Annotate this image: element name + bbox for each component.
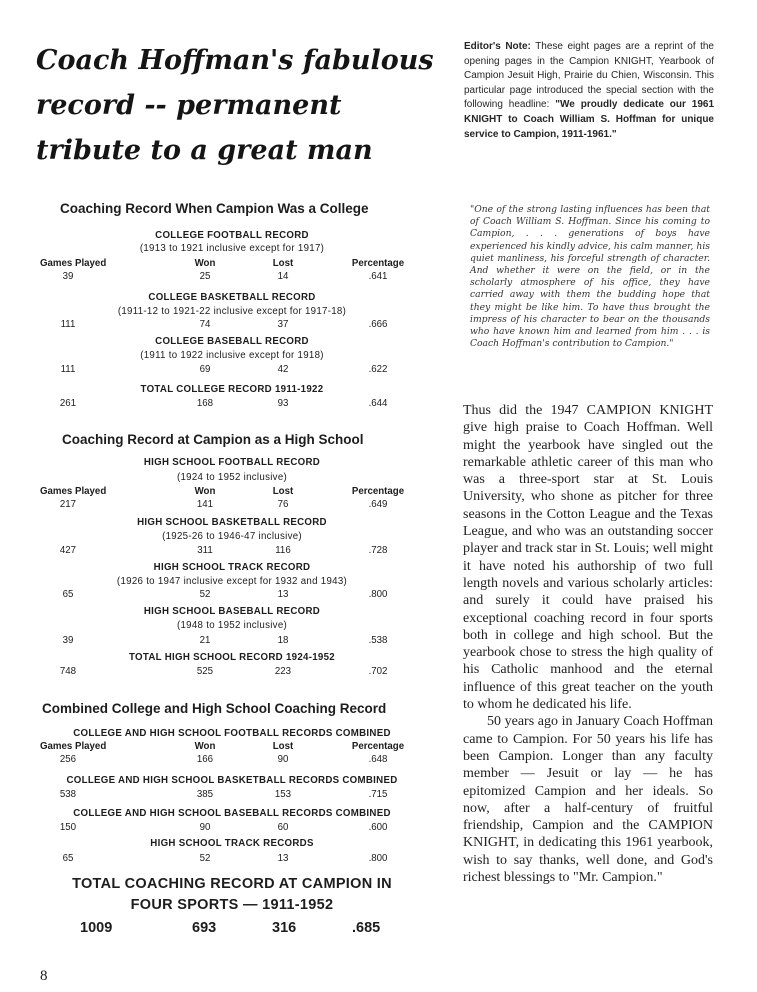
lost-header: Lost xyxy=(272,486,294,497)
lost-cell: 42 xyxy=(277,364,289,375)
college-baseball-row xyxy=(40,364,424,377)
games-played-header: Games Played xyxy=(40,258,107,269)
hs-baseball-row xyxy=(40,635,424,648)
combined-football-title: COLLEGE AND HIGH SCHOOL FOOTBALL RECORDS COMBINED xyxy=(73,728,391,739)
lost-cell: 14 xyxy=(277,271,289,282)
games-played-cell: 256 xyxy=(59,754,77,765)
grand-total-title-line-2: FOUR SPORTS — 1911-1952 xyxy=(130,897,334,913)
hs-track-title: HIGH SCHOOL TRACK RECORD xyxy=(153,562,311,573)
percentage-cell: .641 xyxy=(368,271,388,282)
games-played-cell: 65 xyxy=(62,589,74,600)
college-baseball-note: (1911 to 1922 inclusive except for 1918) xyxy=(140,350,324,361)
editor-note xyxy=(464,40,714,142)
games-played-header: Games Played xyxy=(40,741,107,752)
combined-section-title: Combined College and High School Coaching Record xyxy=(42,701,387,716)
lost-cell: 13 xyxy=(277,853,289,864)
percentage-cell: .538 xyxy=(368,635,388,646)
won-cell: 693 xyxy=(192,920,217,936)
hs-football-title: HIGH SCHOOL FOOTBALL RECORD xyxy=(143,457,321,468)
combined-track-row xyxy=(40,853,424,866)
college-football-note: (1913 to 1921 inclusive except for 1917) xyxy=(139,243,325,254)
games-played-cell: 427 xyxy=(59,545,77,556)
percentage-cell: .666 xyxy=(368,319,388,330)
headline-line-3: tribute to a great man xyxy=(36,135,373,166)
article-body xyxy=(463,402,713,886)
percentage-cell: .800 xyxy=(368,589,388,600)
college-football-title: COLLEGE FOOTBALL RECORD xyxy=(155,230,309,241)
page-number: 8 xyxy=(40,968,48,984)
percentage-header: Percentage xyxy=(351,258,405,269)
editor-note-label: Editor's Note: xyxy=(464,41,531,52)
won-header: Won xyxy=(194,258,216,269)
won-cell: 90 xyxy=(199,822,211,833)
percentage-header: Percentage xyxy=(351,741,405,752)
combined-football-row xyxy=(40,754,424,767)
lost-cell: 13 xyxy=(277,589,289,600)
college-total-title: TOTAL COLLEGE RECORD 1911-1922 xyxy=(140,384,324,395)
won-cell: 141 xyxy=(196,499,214,510)
headline xyxy=(36,38,434,173)
percentage-cell: .648 xyxy=(368,754,388,765)
hs-track-note: (1926 to 1947 inclusive except for 1932 and 1943) xyxy=(116,576,348,587)
games-played-cell: 217 xyxy=(59,499,77,510)
games-played-header: Games Played xyxy=(40,486,107,497)
lost-cell: 223 xyxy=(274,666,292,677)
won-cell: 52 xyxy=(199,589,211,600)
won-header: Won xyxy=(194,486,216,497)
percentage-cell: .715 xyxy=(368,789,388,800)
college-section-title: Coaching Record When Campion Was a College xyxy=(60,201,369,216)
hs-baseball-note: (1948 to 1952 inclusive) xyxy=(176,620,288,631)
editor-note-quote: "We proudly dedicate our 1961 KNIGHT to Coach William S. Hoffman for unique service to Campion, 1911-1961." xyxy=(464,99,715,140)
hs-basketball-row xyxy=(40,545,424,558)
percentage-cell: .622 xyxy=(368,364,388,375)
games-played-cell: 39 xyxy=(62,271,74,282)
won-cell: 52 xyxy=(199,853,211,864)
won-cell: 168 xyxy=(196,398,214,409)
high-school-section-title: Coaching Record at Campion as a High School xyxy=(62,432,364,447)
percentage-cell: .644 xyxy=(368,398,388,409)
games-played-cell: 538 xyxy=(59,789,77,800)
lost-cell: 76 xyxy=(277,499,289,510)
lost-cell: 18 xyxy=(277,635,289,646)
college-basketball-note: (1911-12 to 1921-22 inclusive except for 1917-18) xyxy=(117,306,347,317)
games-played-cell: 111 xyxy=(60,319,76,330)
combined-track-title: HIGH SCHOOL TRACK RECORDS xyxy=(150,838,314,849)
hs-header-row xyxy=(40,486,424,499)
won-cell: 385 xyxy=(196,789,214,800)
editor-note-text: These eight pages are a reprint of the opening pages in the Campion KNIGHT, Yearbook of Campion Jesuit High, Prairie du Chien, Wisconsin. This particular page introduced the special section with the following headline: xyxy=(464,41,714,111)
combined-baseball-title: COLLEGE AND HIGH SCHOOL BASEBALL RECORDS COMBINED xyxy=(73,808,391,819)
college-football-row xyxy=(40,271,424,284)
won-cell: 311 xyxy=(197,545,213,556)
games-played-cell: 111 xyxy=(60,364,76,375)
lost-header: Lost xyxy=(272,741,294,752)
percentage-header: Percentage xyxy=(351,486,405,497)
combined-basketball-row xyxy=(40,789,424,802)
games-played-cell: 65 xyxy=(62,853,74,864)
hs-total-title: TOTAL HIGH SCHOOL RECORD 1924-1952 xyxy=(129,652,335,663)
combined-header-row xyxy=(40,741,424,754)
college-basketball-row xyxy=(40,319,424,332)
percentage-cell: .600 xyxy=(368,822,388,833)
lost-cell: 37 xyxy=(277,319,289,330)
article-paragraph: Thus did the 1947 CAMPION KNIGHT give high praise to Coach Hoffman. Well might the yearbook have singled out the remarkable athletic career of this man who was a three-sport star at St. Louis University, who shone as pitcher for three seasons in the Cotton League and the Texas League, and who was an outstanding soccer player and track star in St. Louis; well might it have noted his authorship of two full length novels and various scholarly articles: and surely it could have praised his exceptional coaching record in four sports both in college and high school. But the yearbook chose to stress the high quality of his Catholic manhood and the eternal influence of this great teacher on the youth to whom he dedicated his life. xyxy=(463,403,714,713)
yearbook-quote: "One of the strong lasting influences has been that of Coach William S. Hoffman. Since his coming to Campion, . . . generations of boys have experienced his kindly advice, his calm manner, his quiet manliness, his forceful strength of character. And whether it were on the field, or in the scholarly atmosphere of his office, they have carried away with them the budding hope that they might be like him. To have thus brought the impress of his character to bear on the thousands who have known him and learned from him . . . is Coach Hoffman's contribution to Campion." xyxy=(470,204,710,350)
hs-football-note: (1924 to 1952 inclusive) xyxy=(176,472,288,483)
won-cell: 525 xyxy=(196,666,214,677)
percentage-cell: .649 xyxy=(368,499,388,510)
won-cell: 69 xyxy=(199,364,211,375)
lost-cell: 316 xyxy=(272,920,297,936)
lost-cell: 93 xyxy=(277,398,289,409)
won-cell: 74 xyxy=(199,319,211,330)
headline-line-1: Coach Hoffman's fabulous xyxy=(36,45,434,76)
percentage-cell: .685 xyxy=(352,920,381,936)
headline-line-2: record -- permanent xyxy=(36,90,342,121)
grand-total-row xyxy=(40,920,424,938)
percentage-cell: .728 xyxy=(368,545,388,556)
grand-total-title-line-1: TOTAL COACHING RECORD AT CAMPION IN xyxy=(72,876,392,892)
won-cell: 21 xyxy=(199,635,211,646)
college-basketball-title: COLLEGE BASKETBALL RECORD xyxy=(148,292,316,303)
lost-cell: 116 xyxy=(275,545,291,556)
won-cell: 166 xyxy=(196,754,214,765)
games-played-cell: 1009 xyxy=(80,920,113,936)
games-played-cell: 150 xyxy=(59,822,77,833)
college-total-row xyxy=(40,398,424,411)
lost-cell: 153 xyxy=(274,789,292,800)
lost-cell: 60 xyxy=(277,822,289,833)
article-paragraph: 50 years ago in January Coach Hoffman came to Campion. For 50 years his life has been Campion. Longer than any faculty member — Jesuit or lay — he has epitomized Campion and her ideals. So now, after a half-century of fruitful friendship, Campion and the CAMPION KNIGHT, in dedicating this 1961 yearbook, wish to say thanks, well done, and God's richest blessings to "Mr. Campion." xyxy=(463,714,713,886)
college-header-row xyxy=(40,258,424,271)
combined-baseball-row xyxy=(40,822,424,835)
hs-track-row xyxy=(40,589,424,602)
hs-baseball-title: HIGH SCHOOL BASEBALL RECORD xyxy=(143,606,321,617)
won-cell: 25 xyxy=(199,271,211,282)
percentage-cell: .800 xyxy=(368,853,388,864)
hs-basketball-note: (1925-26 to 1946-47 inclusive) xyxy=(162,531,302,542)
games-played-cell: 261 xyxy=(59,398,77,409)
hs-total-row xyxy=(40,666,424,679)
games-played-cell: 748 xyxy=(59,666,77,677)
lost-cell: 90 xyxy=(277,754,289,765)
won-header: Won xyxy=(194,741,216,752)
hs-basketball-title: HIGH SCHOOL BASKETBALL RECORD xyxy=(137,517,327,528)
percentage-cell: .702 xyxy=(368,666,388,677)
games-played-cell: 39 xyxy=(62,635,74,646)
college-baseball-title: COLLEGE BASEBALL RECORD xyxy=(155,336,309,347)
hs-football-row xyxy=(40,499,424,512)
combined-basketball-title: COLLEGE AND HIGH SCHOOL BASKETBALL RECORDS COMBINED xyxy=(66,775,398,786)
lost-header: Lost xyxy=(272,258,294,269)
